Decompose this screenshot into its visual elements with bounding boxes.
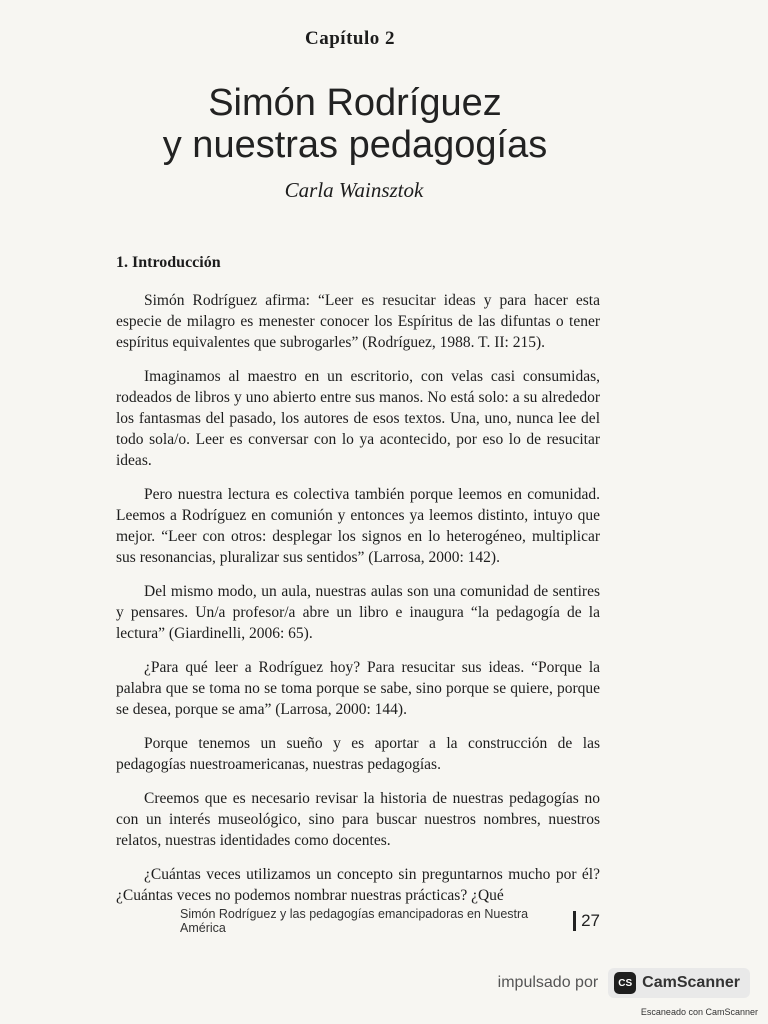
- paragraph: ¿Para qué leer a Rodríguez hoy? Para resucitar sus ideas. “Porque la palabra que se toma no se toma porque se sabe, sino porque se quiere, porque se desea, porque se ama” (Larrosa, 2000: 144).: [116, 659, 600, 718]
- camscanner-badge[interactable]: [608, 968, 750, 998]
- running-title: Simón Rodríguez y las pedagogías emancipadoras en Nuestra América: [180, 907, 529, 935]
- camscanner-watermark[interactable]: [498, 968, 750, 998]
- chapter-title-line-1: Simón Rodríguez: [208, 82, 502, 124]
- section-heading: 1. Introducción: [116, 254, 221, 271]
- paragraph: Creemos que es necesario revisar la historia de nuestras pedagogías no con un interés museológico, sino para buscar nuestros nombres, nuestros relatos, nuestras identidades como docentes.: [116, 790, 600, 849]
- chapter-label: Capítulo 2: [305, 28, 395, 49]
- paragraph: ¿Cuántas veces utilizamos un concepto sin preguntarnos mucho por él? ¿Cuántas veces no podemos nombrar nuestras prácticas? ¿Qué: [116, 866, 600, 904]
- chapter-title: [150, 82, 560, 166]
- footer-divider: [573, 911, 576, 931]
- paragraph: Simón Rodríguez afirma: “Leer es resucitar ideas y para hacer esta especie de milagro es menester conocer los Espíritus de las difuntas o tener espíritus equivalentes que subrogarles” (Rodríguez, 1988. T. II: 215).: [116, 292, 600, 351]
- camscanner-brand-name: CamScanner: [642, 974, 740, 991]
- paragraph: Porque tenemos un sueño y es aportar a la construcción de las pedagogías nuestroamericanas, nuestras pedagogías.: [116, 735, 600, 773]
- paragraph: Imaginamos al maestro en un escritorio, con velas casi consumidas, rodeados de libros y uno abierto entre sus manos. No está solo: a su alrededor los fantasmas del pasado, los autores de esos textos. Una, uno, nunca lee del todo sola/o. Leer es conversar con lo ya acontecido, por eso lo de resucitar ideas.: [116, 368, 600, 469]
- page-footer: [180, 907, 600, 935]
- page-number: 27: [581, 911, 600, 930]
- author-name: Carla Wainsztok: [284, 178, 424, 202]
- body-text: [116, 290, 600, 919]
- scan-note: Escaneado con CamScanner: [640, 1007, 758, 1017]
- paragraph: Del mismo modo, un aula, nuestras aulas son una comunidad de sentires y pensares. Un/a profesor/a abre un libro e inaugura “la pedagogía de la lectura” (Giardinelli, 2006: 65).: [116, 583, 600, 642]
- chapter-title-line-2: y nuestras pedagogías: [162, 124, 548, 166]
- camscanner-logo-icon: CS: [614, 972, 636, 994]
- powered-by-label: impulsado por: [497, 974, 599, 991]
- paragraph: Pero nuestra lectura es colectiva también porque leemos en comunidad. Leemos a Rodríguez en comunión y entonces ya leemos distinto, intuyo que mejor. “Leer con otros: desplegar los signos en lo heterogéneo, multiplicar sus resonancias, pluralizar sus sentidos” (Larrosa, 2000: 142).: [116, 486, 600, 566]
